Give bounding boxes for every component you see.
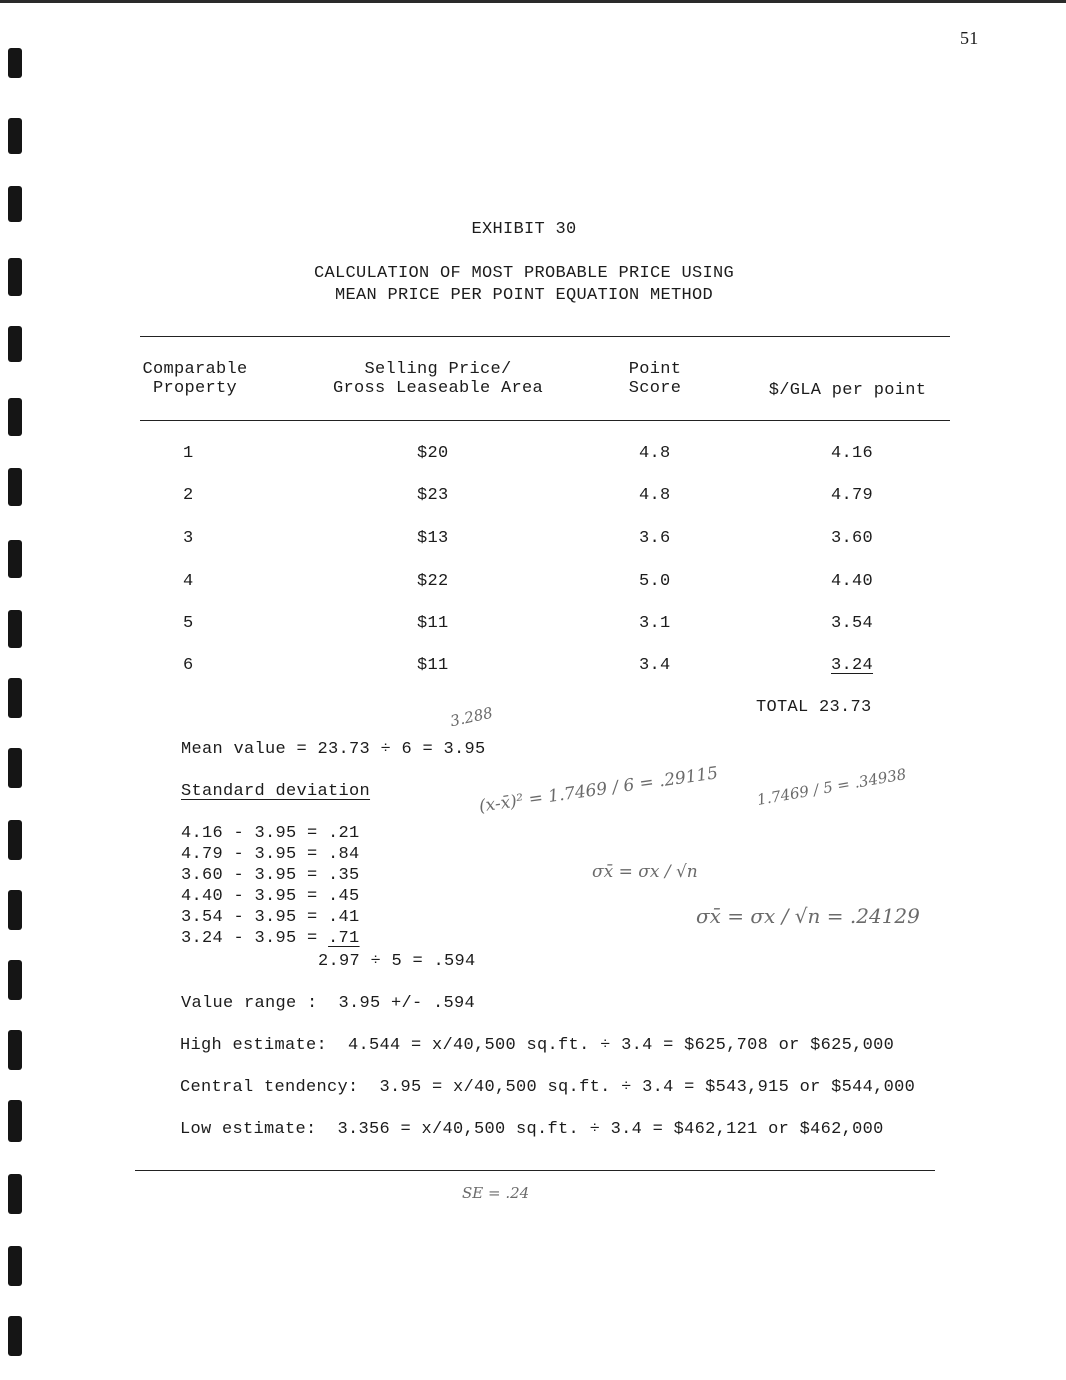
table-row: [0, 529, 1066, 551]
value-range: Value range : 3.95 +/- .594: [181, 994, 476, 1013]
table-row: [0, 614, 1066, 636]
cell-score: 4.8: [639, 486, 671, 505]
cell-price: $11: [417, 656, 449, 675]
column-header-score: [605, 360, 705, 398]
handwritten-footer-note: SE = .24: [462, 1184, 530, 1202]
binding-hole: [8, 118, 22, 154]
cell-property: 5: [183, 614, 194, 633]
binding-hole: [8, 960, 22, 1000]
cell-property: 2: [183, 486, 194, 505]
deviation-expression: 3.24 - 3.95 =: [181, 929, 318, 948]
column-header-line: Point: [628, 360, 682, 379]
deviation-line: 4.40 - 3.95 = .45: [181, 887, 360, 906]
cell-price: $20: [417, 444, 449, 463]
cell-score: 3.1: [639, 614, 671, 633]
estimate-low: Low estimate: 3.356 = x/40,500 sq.ft. ÷ 3.4 = $462,121 or $462,000: [180, 1120, 884, 1139]
bottom-rule: [135, 1170, 935, 1171]
binding-hole: [8, 748, 22, 788]
handwritten-sigma-formula: σx̄ = σx / √n: [592, 862, 698, 882]
binding-hole: [8, 326, 22, 362]
binding-hole: [8, 1030, 22, 1070]
binding-hole: [8, 890, 22, 930]
deviation-line: 3.54 - 3.95 = .41: [181, 908, 360, 927]
table-header-rule: [140, 420, 950, 421]
table-body: [0, 444, 1066, 684]
heading-line-1: CALCULATION OF MOST PROBABLE PRICE USING: [313, 264, 735, 283]
binding-hole: [8, 398, 22, 436]
column-header-line: Selling Price/: [364, 360, 512, 379]
cell-property: 6: [183, 656, 194, 675]
cell-per-point: 4.16: [831, 444, 874, 463]
cell-price: $11: [417, 614, 449, 633]
binding-hole: [8, 1100, 22, 1142]
cell-score: 4.8: [639, 444, 671, 463]
cell-per-point: 4.40: [831, 572, 874, 591]
deviation-last-value: .71: [328, 929, 360, 948]
cell-property: 4: [183, 572, 194, 591]
scan-top-edge: [0, 0, 1066, 3]
column-header-line: Gross Leaseable Area: [332, 379, 544, 398]
mean-value-line: Mean value = 23.73 ÷ 6 = 3.95: [181, 740, 486, 759]
page-number: 51: [960, 28, 979, 48]
binding-hole: [8, 678, 22, 718]
column-header-gla-per-point: $/GLA per point: [768, 381, 927, 400]
cell-per-point: 3.24: [831, 656, 874, 675]
binding-hole: [8, 820, 22, 860]
binding-hole: [8, 1316, 22, 1356]
binding-hole: [8, 1174, 22, 1214]
table-row: [0, 444, 1066, 466]
exhibit-title: EXHIBIT 30: [471, 220, 577, 239]
cell-property: 1: [183, 444, 194, 463]
deviation-line: 4.79 - 3.95 = .84: [181, 845, 360, 864]
column-header-comparable: [130, 360, 260, 398]
deviation-line: 3.60 - 3.95 = .35: [181, 866, 360, 885]
cell-property: 3: [183, 529, 194, 548]
cell-price: $23: [417, 486, 449, 505]
cell-per-point: 3.60: [831, 529, 874, 548]
deviation-line: [181, 929, 441, 950]
table-row: [0, 486, 1066, 508]
binding-hole: [8, 186, 22, 222]
handwritten-variance-n5: 1.7469 / 5 = .34938: [755, 765, 908, 809]
binding-hole: [8, 1246, 22, 1286]
estimate-central: Central tendency: 3.95 = x/40,500 sq.ft. ÷ 3.4 = $543,915 or $544,000: [180, 1078, 916, 1097]
handwritten-variance-n6: (x-x̄)² = 1.7469 / 6 = .29115: [477, 763, 720, 817]
cell-score: 3.4: [639, 656, 671, 675]
column-header-price: [318, 360, 558, 398]
cell-score: 5.0: [639, 572, 671, 591]
cell-price: $13: [417, 529, 449, 548]
table-row: [0, 656, 1066, 678]
deviation-list: [181, 824, 441, 950]
cell-score: 3.6: [639, 529, 671, 548]
deviation-sum: 2.97 ÷ 5 = .594: [318, 952, 476, 971]
deviation-line: 4.16 - 3.95 = .21: [181, 824, 360, 843]
cell-per-point: 4.79: [831, 486, 874, 505]
estimate-high: High estimate: 4.544 = x/40,500 sq.ft. ÷ 3.4 = $625,708 or $625,000: [180, 1036, 895, 1055]
total-label: TOTAL 23.73: [756, 698, 872, 717]
column-header-line: Score: [628, 379, 682, 398]
std-dev-heading: Standard deviation: [181, 782, 371, 801]
column-header-line: Property: [152, 379, 237, 398]
cell-per-point: 3.54: [831, 614, 874, 633]
handwritten-sigma-result: σx̄ = σx / √n = .24129: [696, 904, 920, 928]
cell-price: $22: [417, 572, 449, 591]
table-row: [0, 572, 1066, 594]
column-header-line: Comparable: [142, 360, 248, 379]
heading-line-2: MEAN PRICE PER POINT EQUATION METHOD: [334, 286, 714, 305]
handwritten-mean-correction: 3.288: [448, 703, 495, 731]
table-top-rule: [140, 336, 950, 337]
binding-hole: [8, 48, 22, 78]
